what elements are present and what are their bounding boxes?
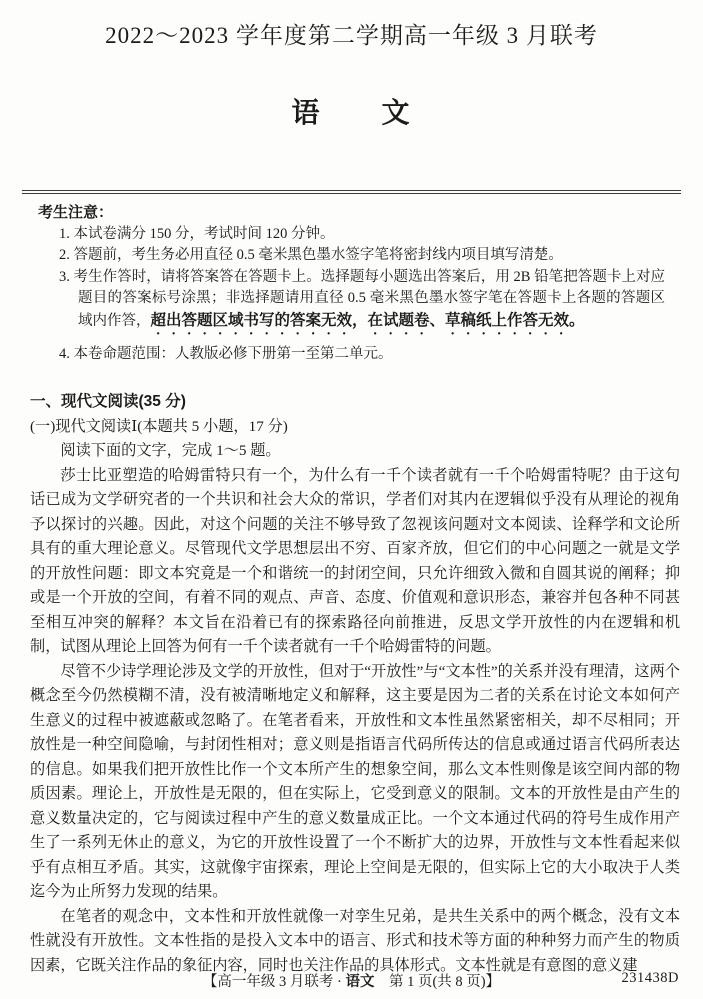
passage-paragraph-3: 在笔者的观念中，文本性和开放性就像一对孪生兄弟，是共生关系中的两个概念，没有文本性就没有开放性。文本性指的是投入文本中的语言、形式和技术等方面的种种努力而产生的物质因素，它既关注作品的象征内容，同时也关注作品的具体形式。文本性就是有意图的意义建 [30, 907, 680, 974]
footer-page-label [0, 970, 703, 991]
subject-title: 语 文 [291, 97, 412, 128]
notice-item-3 [38, 267, 665, 338]
exam-title: 2022～2023 学年度第二学期高一年级 3 月联考 [105, 23, 598, 48]
notice-heading: 考生注意： [38, 204, 114, 221]
notice-item-2: 2. 答题前，考生务必用直径 0.5 毫米黑色墨水签字笔将密封线内项目填写清楚。 [59, 247, 563, 263]
exam-body [30, 390, 680, 978]
notice-item-3-text: 3. 考生作答时，请将答案答在答题卡上。选择题每小题选出答案后，用 2B 铅笔把答题卡上对应题目的答案标号涂黑；非选择题请用直径 0.5 毫米黑色墨水签字笔在答题卡上各题的答题区域内作答， [59, 268, 665, 329]
page-footer [0, 970, 703, 990]
footer-page-number: 第 1 页(共 8 页)】 [374, 974, 501, 990]
notice-section [38, 202, 665, 365]
notice-item-3-emphasis: 超出答题区域书写的答案无效，在试题卷、草稿纸上作答无效。 [150, 311, 585, 329]
notice-item-1: 1. 本试卷满分 150 分，考试时间 120 分钟。 [59, 225, 335, 242]
footer-paper-code: 231438D [621, 970, 679, 986]
footer-subject: 语文 [345, 974, 375, 990]
footer-exam-name: 【高一年级 3 月联考 · [202, 974, 346, 990]
notice-item-4: 4. 本卷命题范围：人教版必修下册第一至第二单元。 [59, 345, 393, 362]
section-1-subheading: (一)现代文阅读Ⅰ(本题共 5 小题，17 分) [30, 417, 288, 435]
section-1-heading: 一、现代文阅读(35 分) [30, 393, 186, 410]
reading-instruction: 阅读下面的文字，完成 1～5 题。 [60, 442, 281, 459]
passage-paragraph-1: 莎士比亚塑造的哈姆雷特只有一个，为什么有一千个读者就有一千个哈姆雷特呢？由于这句话已成为文学研究者的一个共识和社会大众的常识，学者们对其内在逻辑似乎没有从理论的视角予以探讨的兴趣。因此，对这个问题的关注不够导致了忽视该问题对文本阅读、诠释学和文论所具有的重大理论意义。尽管现代文学思想层出不穷、百家齐放，但它们的中心问题之一就是文学的开放性问题：即文本究竟是一个和谐统一的封闭空间，只允许细致入微和自圆其说的阐释；抑或是一个开放的空间，有着不同的观点、声音、态度、价值观和意识形态，兼容并包各种不同甚至相互冲突的解释？本文旨在沿着已有的探索路径向前推进，反思文学开放性的内在逻辑和机制，试图从理论上回答为何有一千个读者就有一千个哈姆雷特的问题。 [30, 466, 680, 655]
passage-paragraph-2: 尽管不少诗学理论涉及文学的开放性，但对于“开放性”与“文本性”的关系并没有理清，这两个概念至今仍然模糊不清，没有被清晰地定义和解释，这主要是因为二者的关系在讨论文本如何产生意义的过程中被遮蔽或忽略了。在笔者看来，开放性和文本性虽然紧密相关，却不尽相同；开放性是一种空间隐喻，与封闭性相对；意义则是指语言代码所传达的信息或通过语言代码所表达的信息。如果我们把开放性比作一个文本所产生的想象空间，那么文本性则像是该空间内部的物质因素。理论上，开放性是无限的，但在实际上，它受到意义的限制。文本的开放性是由产生的意义数量决定的，它与阅读过程中产生的意义数量成正比。一个文本通过代码的符号生成作用产生了一系列无休止的意义，为它的开放性设置了一个不断扩大的边界，开放性与文本性看起来似乎有点相互矛盾。其实，这就像宇宙探索，理论上空间是无限的，但实际上它的大小取决于人类迄今为止所努力发现的结果。 [30, 662, 680, 900]
header-divider [22, 190, 681, 194]
